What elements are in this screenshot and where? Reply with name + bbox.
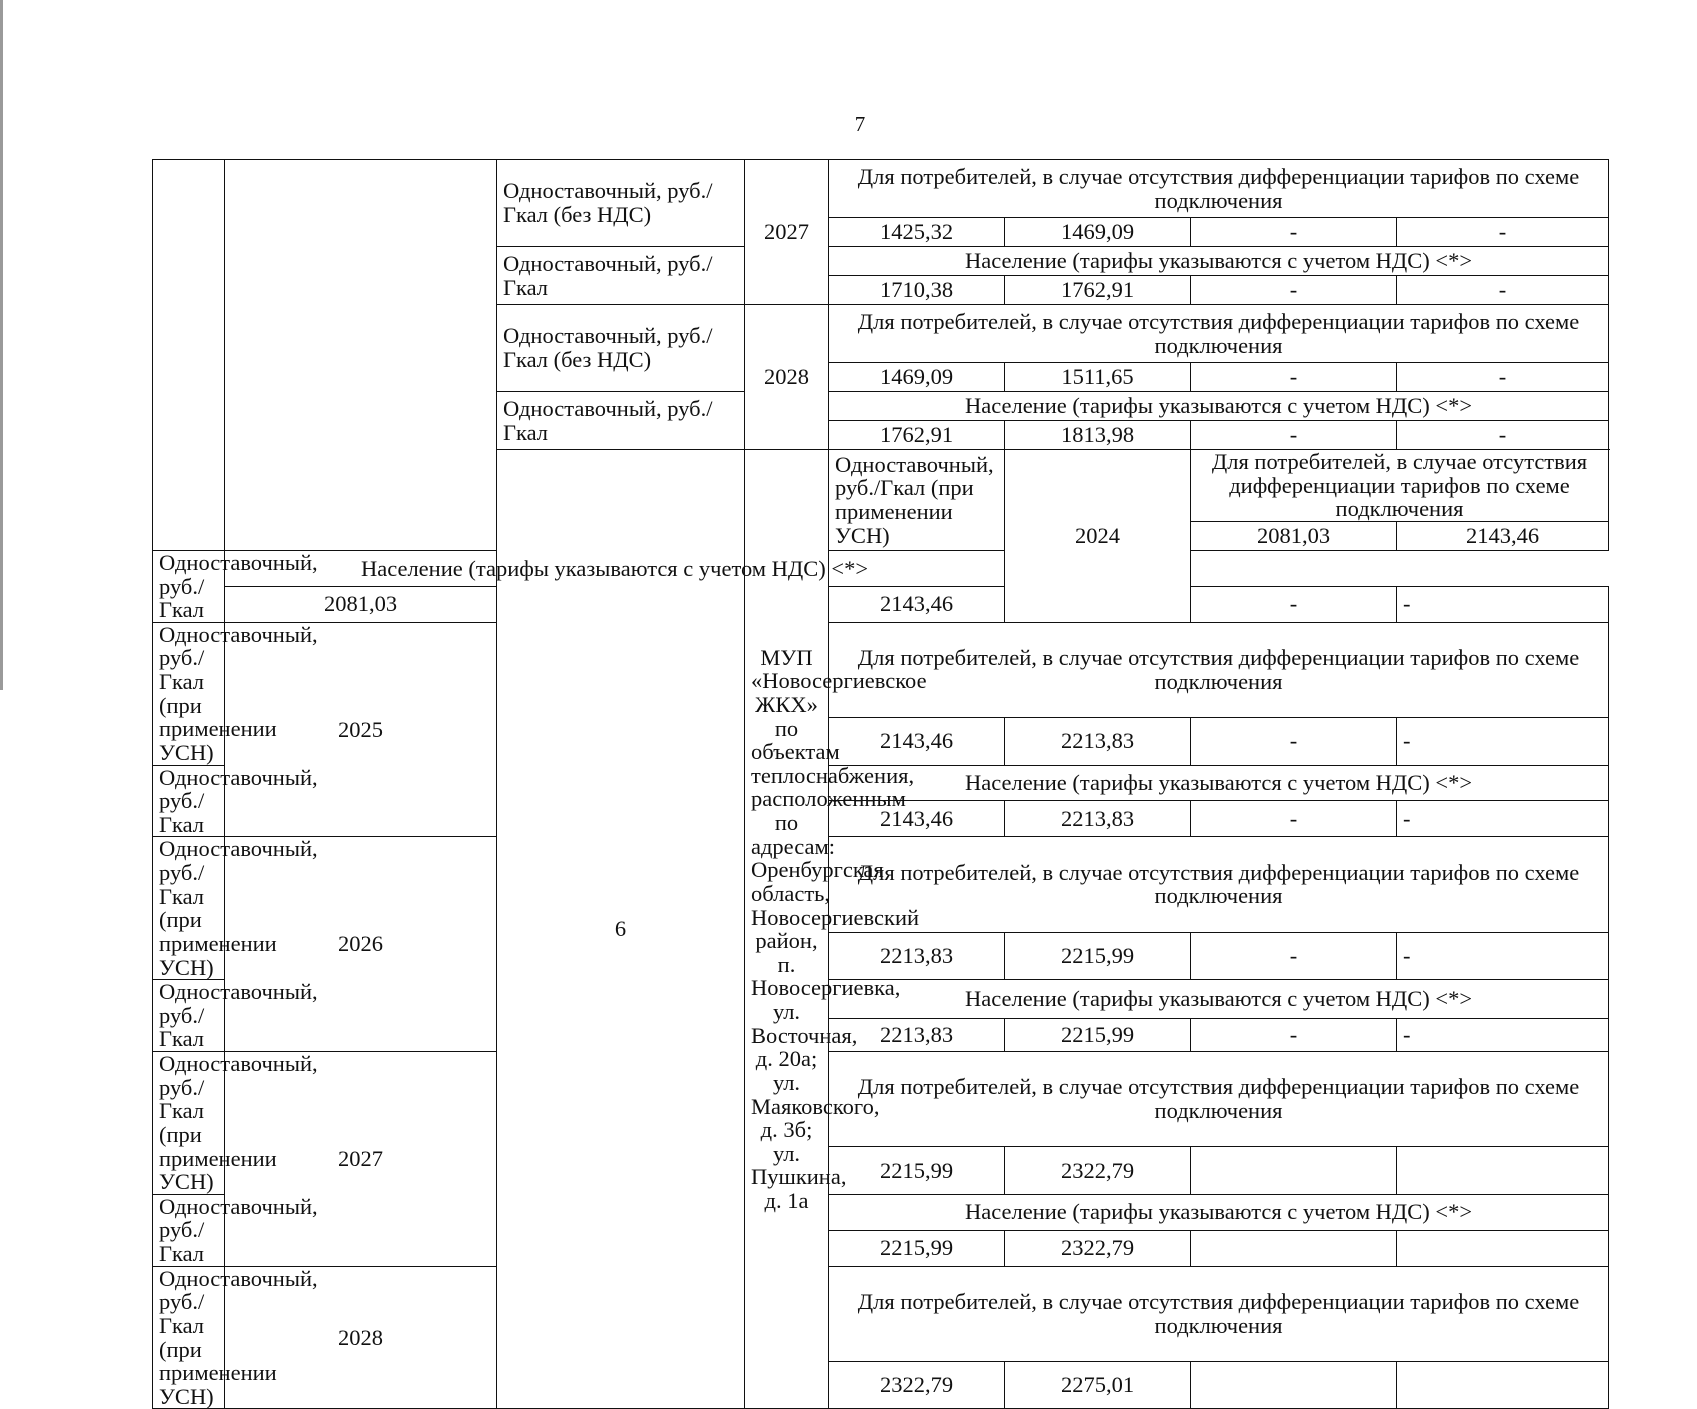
empty-cell — [1397, 1147, 1609, 1195]
tariff-value: 2213,83 — [1005, 801, 1191, 837]
tariff-kind: Одноставочный, руб./Гкал — [153, 550, 225, 622]
tariff-value: 1762,91 — [829, 421, 1005, 450]
table-row — [153, 622, 1609, 717]
year-cell: 2026 — [225, 837, 497, 1052]
empty-cell — [1397, 1230, 1609, 1266]
empty-dash: - — [1397, 1019, 1609, 1052]
empty-dash: - — [1397, 421, 1609, 450]
row-number-cell — [153, 160, 225, 551]
tariff-value: 1469,09 — [1005, 218, 1191, 247]
tariff-value: 2215,99 — [829, 1230, 1005, 1266]
tariff-value: 2322,79 — [1005, 1230, 1191, 1266]
empty-dash: - — [1191, 218, 1397, 247]
tariff-value: 2213,83 — [829, 932, 1005, 980]
empty-cell — [1191, 1147, 1397, 1195]
year-cell: 2024 — [1005, 450, 1191, 623]
empty-dash: - — [1191, 421, 1397, 450]
year-cell: 2025 — [225, 622, 497, 837]
empty-dash: - — [1397, 932, 1609, 980]
empty-dash: - — [1397, 276, 1609, 305]
empty-cell — [1191, 1361, 1397, 1409]
empty-dash: - — [1397, 586, 1609, 622]
tariff-kind: Одноставочный, руб./Гкал (при применении УСН) — [153, 1266, 225, 1409]
table-row — [153, 586, 1609, 622]
empty-dash: - — [1191, 276, 1397, 305]
empty-cell — [1397, 1361, 1609, 1409]
population-header: Население (тарифы указываются с учетом НДС) <*> — [829, 247, 1609, 276]
year-cell: 2027 — [225, 1052, 497, 1267]
empty-dash: - — [1191, 363, 1397, 392]
tariff-value: 1762,91 — [1005, 276, 1191, 305]
tariff-value: 2322,79 — [1005, 1147, 1191, 1195]
empty-dash: - — [1191, 932, 1397, 980]
tariff-kind: Одноставочный, руб./Гкал (при применении УСН) — [153, 837, 225, 980]
tariff-value: 2143,46 — [1397, 521, 1609, 550]
consumers-header: Для потребителей, в случае отсутствия дифференциации тарифов по схеме подключения — [829, 1052, 1609, 1147]
tariff-value: 2143,46 — [829, 717, 1005, 765]
tariff-value: 2322,79 — [829, 1361, 1005, 1409]
empty-dash: - — [1397, 717, 1609, 765]
organization-cell: МУП «Новосергиевское ЖКХ» по объектам теплоснабжения, расположенным по адресам: Оренбургская область, Новосергиевский район, п. Новосергиевка, ул. Восточная, д. 20а; ул. Маяковского, д. 3б; ул. Пушкина, д. 1а — [745, 450, 829, 1409]
empty-dash: - — [1397, 801, 1609, 837]
table-row — [153, 550, 1609, 586]
tariff-value: 2081,03 — [1191, 521, 1397, 550]
consumers-header: Для потребителей, в случае отсутствия дифференциации тарифов по схеме подключения — [829, 160, 1609, 218]
population-header: Население (тарифы указываются с учетом НДС) <*> — [225, 550, 1005, 586]
tariff-kind: Одноставочный, руб./Гкал — [153, 980, 225, 1052]
tariff-kind: Одноставочный, руб./Гкал (при применении УСН) — [829, 450, 1005, 551]
consumers-header: Для потребителей, в случае отсутствия дифференциации тарифов по схеме подключения — [1191, 450, 1609, 522]
consumers-header: Для потребителей, в случае отсутствия дифференциации тарифов по схеме подключения — [829, 837, 1609, 932]
tariff-value: 1469,09 — [829, 363, 1005, 392]
tariff-value: 2215,99 — [1005, 1019, 1191, 1052]
year-cell: 2028 — [745, 305, 829, 450]
population-header: Население (тарифы указываются с учетом НДС) <*> — [829, 980, 1609, 1019]
table-row — [153, 1266, 1609, 1361]
organization-cell — [225, 160, 497, 551]
tariff-value: 2213,83 — [1005, 717, 1191, 765]
empty-dash: - — [1191, 801, 1397, 837]
year-cell: 2028 — [225, 1266, 497, 1409]
tariff-value: 2143,46 — [829, 801, 1005, 837]
tariff-kind: Одноставочный, руб./Гкал — [153, 765, 225, 837]
year-cell: 2027 — [745, 160, 829, 305]
tariff-kind: Одноставочный, руб./Гкал (при применении УСН) — [153, 1052, 225, 1195]
row-number-cell: 6 — [497, 450, 745, 1409]
population-header: Население (тарифы указываются с учетом НДС) <*> — [829, 1194, 1609, 1230]
tariff-kind: Одноставочный, руб./Гкал (при применении УСН) — [153, 622, 225, 765]
consumers-header: Для потребителей, в случае отсутствия дифференциации тарифов по схеме подключения — [829, 305, 1609, 363]
consumers-header: Для потребителей, в случае отсутствия дифференциации тарифов по схеме подключения — [829, 1266, 1609, 1361]
tariff-value: 2275,01 — [1005, 1361, 1191, 1409]
consumers-header: Для потребителей, в случае отсутствия дифференциации тарифов по схеме подключения — [829, 622, 1609, 717]
tariff-kind: Одноставочный, руб./Гкал (без НДС) — [497, 305, 745, 392]
empty-dash: - — [1397, 363, 1609, 392]
tariff-value: 1511,65 — [1005, 363, 1191, 392]
tariff-kind: Одноставочный, руб./Гкал (без НДС) — [497, 160, 745, 247]
empty-dash: - — [1191, 1019, 1397, 1052]
tariff-value: 1813,98 — [1005, 421, 1191, 450]
empty-dash: - — [1191, 717, 1397, 765]
tariff-value: 2215,99 — [1005, 932, 1191, 980]
tariff-value: 2081,03 — [225, 586, 497, 622]
empty-dash: - — [1397, 218, 1609, 247]
scan-edge — [0, 0, 3, 690]
population-header: Население (тарифы указываются с учетом НДС) <*> — [829, 392, 1609, 421]
tariff-value: 2213,83 — [829, 1019, 1005, 1052]
tariff-kind: Одноставочный, руб./Гкал — [497, 392, 745, 450]
tariff-kind: Одноставочный, руб./Гкал — [153, 1194, 225, 1266]
tariff-value: 2215,99 — [829, 1147, 1005, 1195]
tariff-value: 2143,46 — [829, 586, 1005, 622]
page-number: 7 — [854, 112, 866, 136]
tariff-table — [152, 159, 1609, 1409]
tariff-value: 1710,38 — [829, 276, 1005, 305]
tariff-kind: Одноставочный, руб./Гкал — [497, 247, 745, 305]
tariff-value: 1425,32 — [829, 218, 1005, 247]
table-row — [153, 160, 1609, 218]
table-row — [153, 1052, 1609, 1147]
population-header: Население (тарифы указываются с учетом НДС) <*> — [829, 765, 1609, 801]
empty-cell — [1191, 1230, 1397, 1266]
empty-dash: - — [1191, 586, 1397, 622]
